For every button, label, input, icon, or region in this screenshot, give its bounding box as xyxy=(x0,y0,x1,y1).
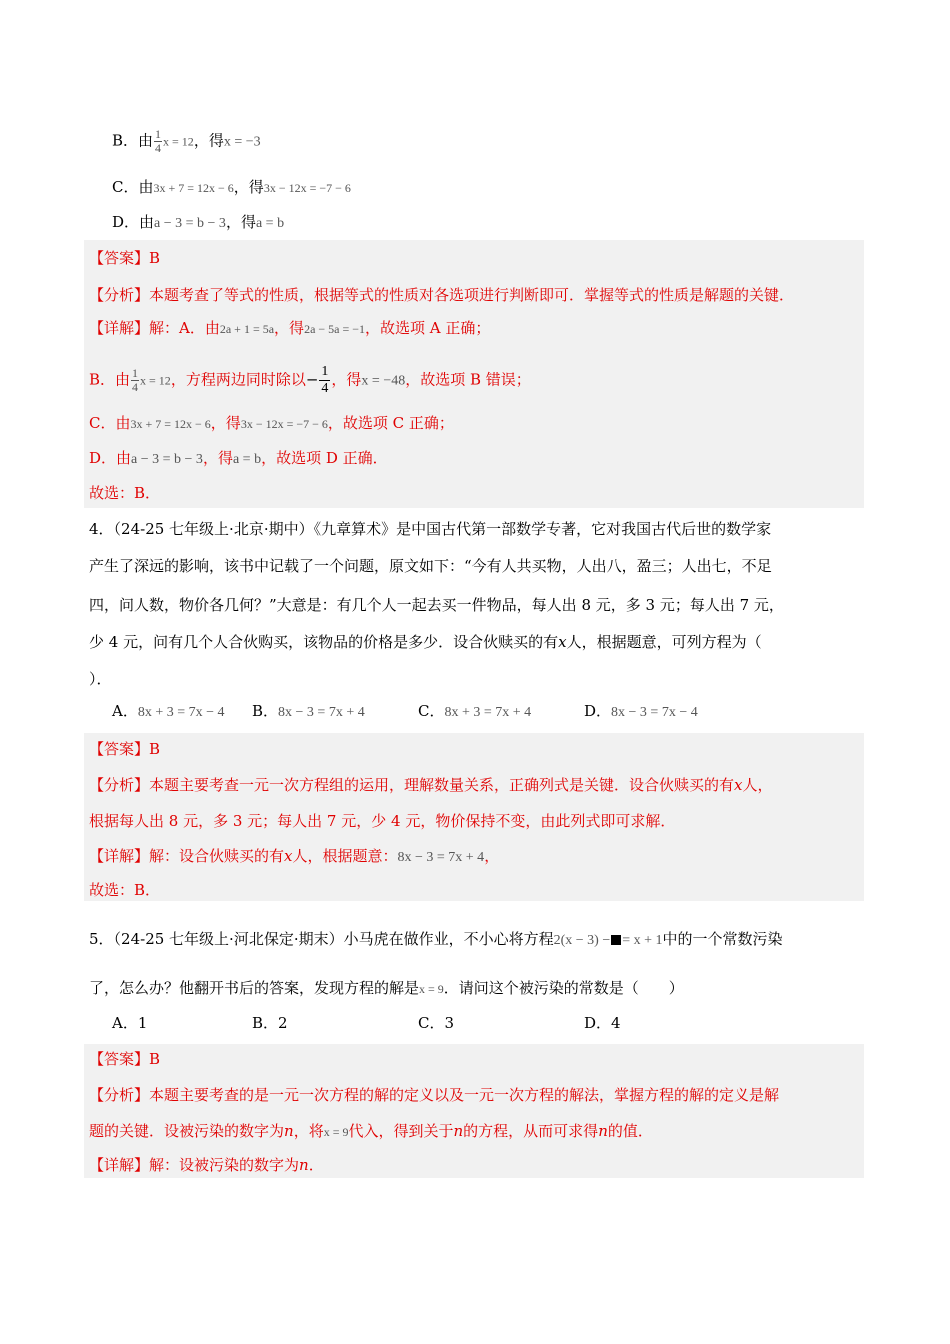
math-result: a = b xyxy=(232,452,262,467)
option-eq: 8x − 3 = 7x + 4 xyxy=(278,705,365,720)
text: ，得 xyxy=(193,131,224,150)
q4-option-c xyxy=(418,700,531,724)
math-cond: a − 3 = b − 3 xyxy=(154,216,226,231)
text: 【详解】解：设合伙赎买的有 xyxy=(89,847,285,865)
text: 5．（24-25 七年级上·河北保定·期末）小马虎在做作业，不小心将方程 xyxy=(89,930,554,948)
text: ． xyxy=(308,1156,324,1174)
q4-detail xyxy=(89,845,499,869)
text: ，得 xyxy=(331,370,362,389)
math-result: 3x − 12x = −7 − 6 xyxy=(263,181,351,195)
text: ，得 xyxy=(210,414,241,432)
text: ，将 xyxy=(293,1122,324,1140)
text: ，故选项 B 错误； xyxy=(405,370,531,389)
q4-analysis-line2: 根据每人出 8 元，多 3 元；每人出 7 元，少 4 元，物价保持不变，由此列式即可求解． xyxy=(89,812,676,830)
fraction xyxy=(131,367,139,394)
text: 的值． xyxy=(607,1122,653,1140)
q4-option-d xyxy=(584,700,698,724)
math-cond: x = 12 xyxy=(163,134,194,149)
q3-option-b xyxy=(112,128,261,155)
variable: n xyxy=(299,1156,309,1174)
frac-den: 4 xyxy=(155,141,162,155)
q4-stem-line4 xyxy=(89,631,762,653)
q3-analysis: 【分析】本题考查了等式的性质，根据等式的性质对各选项进行判断即可．掌握等式的性质是解题的关键． xyxy=(89,286,795,304)
math-eq: x = 9 xyxy=(419,982,444,996)
option-eq: 8x − 3 = 7x − 4 xyxy=(611,705,698,720)
text: 少 4 元，问有几个人合伙购买，该物品的价格是多少．设合伙赎买的有 xyxy=(89,633,559,651)
q4-stem-line2: 产生了深远的影响，该书中记载了一个问题，原文如下：“今有人共买物，人出八，盈三；人出七，不足 xyxy=(89,557,772,575)
variable: n xyxy=(598,1122,608,1140)
detail-tag: 【详解】 xyxy=(89,319,150,337)
q3-choose: 故选：B． xyxy=(89,484,161,502)
q4-stem-line1: 4．（24-25 七年级上·北京·期中）《九章算术》是中国古代第一部数学专著，它对我国古代后世的数学家 xyxy=(89,520,772,538)
option-label: B．由 xyxy=(112,131,154,150)
variable: x xyxy=(284,847,293,865)
math-result: 2a − 5a = −1 xyxy=(304,322,366,336)
math-cond: a − 3 = b − 3 xyxy=(131,452,203,467)
variable: n xyxy=(453,1122,464,1140)
q5-option-d: D．4 xyxy=(584,1014,621,1032)
text: 人，根据题意： xyxy=(292,847,398,865)
math-eq-left: 2(x − 3) − xyxy=(553,933,611,948)
q5-option-a: A．1 xyxy=(112,1014,148,1032)
q5-option-b: B．2 xyxy=(252,1014,288,1032)
q5-option-c: C．3 xyxy=(418,1014,455,1032)
q5-detail xyxy=(89,1154,324,1176)
math-result: 3x − 12x = −7 − 6 xyxy=(240,417,328,431)
math-cond: 3x + 7 = 12x − 6 xyxy=(153,181,234,195)
text: 中的一个常数污染 xyxy=(662,930,783,948)
math-result: x = −48 xyxy=(361,373,406,389)
fraction xyxy=(154,128,162,155)
option-label: C． xyxy=(418,702,445,720)
q3-option-d xyxy=(112,211,284,235)
stain-square-icon xyxy=(611,935,621,945)
text: ，故选项 A 正确； xyxy=(365,319,491,337)
frac-num: 1 xyxy=(321,364,329,379)
text: 【详解】解：设被污染的数字为 xyxy=(89,1156,300,1174)
text: 【分析】本题主要考查一元一次方程组的运用，理解数量关系，正确列式是关键．设合伙赎买的有 xyxy=(89,776,735,794)
text: 解：A．由 xyxy=(149,319,220,337)
q3-detail-b xyxy=(89,364,531,397)
math-eq-right: = x + 1 xyxy=(622,933,663,948)
q3-answer: 【答案】B xyxy=(89,249,161,267)
q5-analysis-line2 xyxy=(89,1120,653,1143)
minus-sign: − xyxy=(305,370,319,389)
text: ，得 xyxy=(202,449,233,467)
q4-option-a xyxy=(112,700,225,724)
option-label: D． xyxy=(584,702,612,720)
frac-den: 4 xyxy=(321,381,329,396)
q4-option-b xyxy=(252,700,365,724)
variable: x xyxy=(734,776,743,794)
text: ，方程两边同时除以 xyxy=(170,370,306,389)
option-eq: 8x + 3 = 7x + 4 xyxy=(444,705,532,720)
q4-stem-line3: 四，问人数，物价各几何？”大意是：有几个人一起去买一件物品，每人出 8 元，多 3 元；每人出 7 元， xyxy=(89,596,784,614)
variable: n xyxy=(284,1122,294,1140)
q5-stem-line1 xyxy=(89,928,783,952)
q4-stem-line5: ）． xyxy=(89,670,112,688)
text: ．请问这个被污染的常数是（ ） xyxy=(443,979,684,997)
math-result: a = b xyxy=(255,216,285,231)
text: D．由 xyxy=(89,449,132,467)
text: 的方程，从而可求得 xyxy=(463,1122,599,1140)
text: 人， xyxy=(742,776,773,794)
math-cond: x = 12 xyxy=(140,373,171,388)
text: 代入，得到关于 xyxy=(348,1122,454,1140)
q4-analysis-line1 xyxy=(89,774,773,796)
text: ，故选项 D 正确． xyxy=(261,449,388,467)
q5-stem-line2 xyxy=(89,977,684,1000)
option-label: C．由 xyxy=(112,178,154,196)
frac-num: 1 xyxy=(132,366,139,380)
text: ， xyxy=(484,847,500,865)
math-result: x = −3 xyxy=(223,134,261,150)
text: ，故选项 C 正确； xyxy=(327,414,454,432)
variable: x xyxy=(558,633,567,651)
frac-den: 4 xyxy=(132,380,139,394)
option-label: B． xyxy=(252,702,279,720)
q3-detail-c xyxy=(89,412,454,435)
option-label: D．由 xyxy=(112,213,155,231)
frac-num: 1 xyxy=(155,127,162,141)
text: B．由 xyxy=(89,370,131,389)
q5-analysis-line1: 【分析】本题主要考查的是一元一次方程的解的定义以及一元一次方程的解法，掌握方程的解的定义是解 xyxy=(89,1086,780,1104)
q3-detail-a xyxy=(89,317,490,340)
q4-choose: 故选：B． xyxy=(89,881,161,899)
q3-option-c xyxy=(112,176,351,199)
text: 人，根据题意，可列方程为（ xyxy=(566,633,762,651)
math-eq: 8x − 3 = 7x + 4 xyxy=(397,850,485,865)
text: C．由 xyxy=(89,414,131,432)
option-label: A． xyxy=(112,702,138,720)
q4-answer: 【答案】B xyxy=(89,740,161,758)
text: ，得 xyxy=(225,213,256,231)
q3-detail-d xyxy=(89,447,388,471)
text: 了，怎么办？他翻开书后的答案，发现方程的解是 xyxy=(89,979,420,997)
math-cond: 3x + 7 = 12x − 6 xyxy=(130,417,211,431)
text: 题的关键．设被污染的数字为 xyxy=(89,1122,285,1140)
fraction-large xyxy=(319,364,330,397)
option-eq: 8x + 3 = 7x − 4 xyxy=(137,705,225,720)
math-eq: x = 9 xyxy=(323,1125,349,1139)
text: ，得 xyxy=(274,319,305,337)
math-cond: 2a + 1 = 5a xyxy=(219,322,275,336)
text: ，得 xyxy=(233,178,264,196)
q5-answer: 【答案】B xyxy=(89,1050,161,1068)
